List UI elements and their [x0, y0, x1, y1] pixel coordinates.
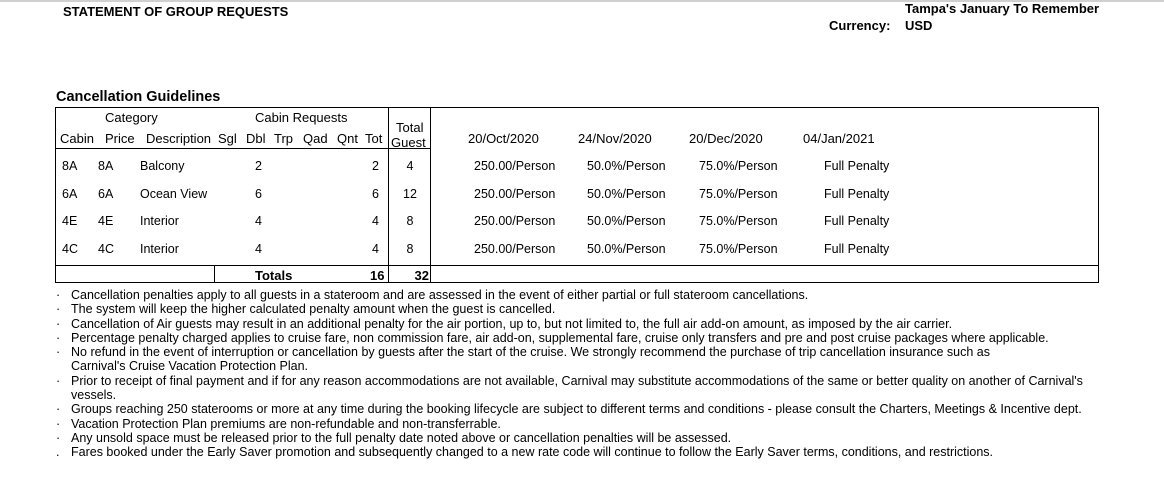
col-dbl: Dbl	[246, 131, 266, 146]
header-divider	[56, 148, 430, 149]
cell-dbl: 2	[255, 159, 262, 173]
col-trp: Trp	[274, 131, 294, 146]
cell-price: 8A	[98, 159, 114, 173]
note-item	[56, 445, 1116, 459]
note-item	[56, 431, 1116, 445]
cell-penalty-3: 75.0%/Person	[699, 159, 778, 173]
cell-penalty-4: Full Penalty	[824, 187, 890, 201]
col-description: Description	[146, 131, 212, 146]
note-text: Groups reaching 250 staterooms or more at any time during the booking lifecycle are subject to different terms and conditions - please consult the Charters, Meetings & Incentive dept.	[71, 402, 1082, 417]
note-text: Any unsold space must be released prior to the full penalty date noted above or cancellation penalties will be assessed.	[71, 430, 732, 445]
bullet: ·	[56, 316, 61, 331]
cell-price: 6A	[98, 187, 114, 201]
col-price: Price	[105, 131, 135, 146]
bullet: ·	[56, 330, 61, 345]
cell-dbl: 6	[255, 187, 262, 201]
note-text: Vacation Protection Plan premiums are non-refundable and non-transferrable.	[71, 416, 501, 431]
totals-tot: 16	[370, 268, 385, 283]
note-item	[56, 331, 1116, 345]
col-qnt: Qnt	[337, 131, 358, 146]
note-text: The system will keep the higher calculated penalty amount when the guest is cancelled.	[71, 302, 556, 317]
bullet: ·	[56, 373, 61, 388]
col-sgl: Sgl	[218, 131, 237, 146]
cell-penalty-1: 250.00/Person	[474, 159, 556, 173]
col-cabin: Cabin	[60, 131, 94, 146]
cell-penalty-1: 250.00/Person	[474, 214, 556, 228]
cell-penalty-2: 50.0%/Person	[587, 159, 666, 173]
col-date-3: 20/Dec/2020	[689, 131, 763, 146]
note-text: Cancellation of Air guests may result in an additional penalty for the air portion, up to, but not limited to, the full air add-on amount, as imposed by the air carrier.	[71, 316, 953, 331]
cancellation-notes	[56, 288, 1116, 460]
cell-tot: 4	[372, 242, 379, 256]
note-item	[56, 288, 1116, 302]
cell-guest: 4	[406, 159, 414, 173]
col-date-2: 24/Nov/2020	[578, 131, 652, 146]
cell-penalty-2: 50.0%/Person	[587, 187, 666, 201]
cell-penalty-3: 75.0%/Person	[699, 214, 778, 228]
cell-tot: 2	[372, 159, 379, 173]
cell-dbl: 4	[255, 214, 262, 228]
cell-cabin: 4C	[62, 242, 78, 256]
bullet: .	[56, 445, 60, 460]
note-text: Prior to receipt of final payment and if for any reason accommodations are not available, Carnival may substitute accommodations of the same or better quality on another of Carnival's vessels.	[71, 373, 1083, 403]
cell-penalty-1: 250.00/Person	[474, 242, 556, 256]
cell-description: Interior	[140, 242, 179, 256]
bullet: ·	[56, 416, 61, 431]
totals-divider	[56, 265, 1099, 266]
cell-penalty-3: 75.0%/Person	[699, 242, 778, 256]
cell-cabin: 4E	[62, 214, 78, 228]
cell-description: Interior	[140, 214, 179, 228]
col-qad: Qad	[303, 131, 328, 146]
cell-tot: 4	[372, 214, 379, 228]
cell-penalty-1: 250.00/Person	[474, 187, 556, 201]
cell-tot: 6	[372, 187, 379, 201]
note-item	[56, 345, 1011, 374]
col-date-4: 04/Jan/2021	[803, 131, 875, 146]
cell-guest: 8	[406, 242, 414, 256]
cell-cabin: 8A	[62, 159, 78, 173]
total-header: Total	[396, 120, 424, 135]
table-border	[55, 107, 1099, 283]
cell-penalty-3: 75.0%/Person	[699, 187, 778, 201]
cell-description: Balcony	[140, 159, 185, 173]
note-text: Fares booked under the Early Saver promotion and subsequently changed to a new rate code will continue to follow the Early Saver terms, conditions, and restrictions.	[71, 445, 994, 460]
group-name: Tampa's January To Remember	[905, 1, 1100, 16]
cell-guest: 12	[403, 187, 417, 201]
cell-penalty-2: 50.0%/Person	[587, 242, 666, 256]
cell-description: Ocean View	[140, 187, 208, 201]
cell-price: 4E	[98, 214, 114, 228]
cell-penalty-4: Full Penalty	[824, 159, 890, 173]
cell-penalty-4: Full Penalty	[824, 214, 890, 228]
bullet: ·	[56, 430, 61, 445]
guest-header: Guest	[391, 135, 426, 150]
note-item	[56, 302, 1116, 316]
currency-label: Currency:	[829, 18, 891, 33]
totals-guest: 32	[414, 268, 429, 283]
totals-label: Totals	[255, 268, 293, 283]
note-item	[56, 317, 1116, 331]
cell-cabin: 6A	[62, 187, 78, 201]
cell-dbl: 4	[255, 242, 262, 256]
cabin-requests-header: Cabin Requests	[255, 110, 348, 125]
page-title: STATEMENT OF GROUP REQUESTS	[63, 4, 289, 19]
note-item	[56, 402, 1116, 416]
note-text: Percentage penalty charged applies to cruise fare, non commission fare, air add-on, supplemental fare, cruise only transfers and pre and post cruise packages where applicable.	[71, 330, 1049, 345]
bullet: ·	[56, 345, 61, 360]
note-item	[56, 417, 1116, 431]
note-item	[56, 374, 1096, 403]
totals-left-divider	[214, 265, 215, 283]
cell-guest: 8	[406, 214, 414, 228]
section-title: Cancellation Guidelines	[56, 89, 221, 105]
bullet: ·	[56, 288, 61, 302]
cell-penalty-4: Full Penalty	[824, 242, 890, 256]
col-tot: Tot	[365, 131, 383, 146]
currency-value: USD	[905, 18, 933, 33]
cell-price: 4C	[98, 242, 114, 256]
note-text: Cancellation penalties apply to all guests in a stateroom and are assessed in the event of either partial or full stateroom cancellations.	[71, 288, 809, 302]
note-text: No refund in the event of interruption or cancellation by guests after the start of the cruise. We strongly recommend the purchase of trip cancellation insurance such as Carnival's Cruise Vacation Protection Plan.	[71, 345, 991, 374]
bullet: ·	[56, 402, 61, 417]
cell-penalty-2: 50.0%/Person	[587, 214, 666, 228]
bullet: ·	[56, 302, 61, 317]
col-date-1: 20/Oct/2020	[468, 131, 539, 146]
category-header: Category	[105, 110, 158, 125]
